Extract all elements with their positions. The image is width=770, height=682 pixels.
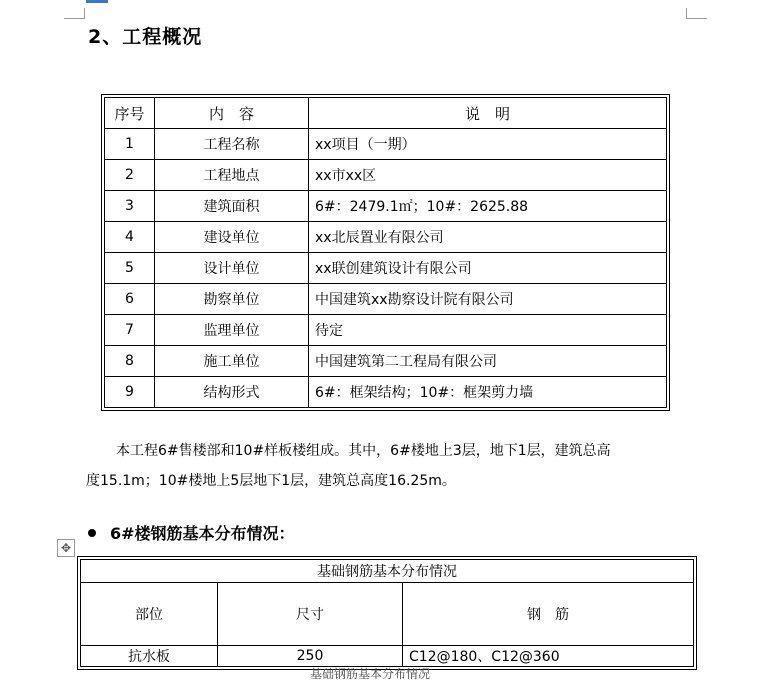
row-part: 抗水板 <box>81 646 218 667</box>
bullet-heading <box>88 521 295 544</box>
table-row <box>105 160 667 191</box>
header-rebar: 钢 筋 <box>403 583 694 646</box>
row-item: 结构形式 <box>155 377 309 408</box>
row-description: 6#：框架结构；10#：框架剪力墙 <box>309 377 667 408</box>
table-row <box>105 222 667 253</box>
bullet-icon <box>88 529 96 537</box>
rebar-table-title: 基础钢筋基本分布情况 <box>81 560 694 583</box>
row-description: xx项目（一期） <box>309 129 667 160</box>
row-index: 3 <box>105 191 155 222</box>
row-description: xx市xx区 <box>309 160 667 191</box>
row-item: 建设单位 <box>155 222 309 253</box>
table-row <box>105 191 667 222</box>
table-row <box>81 646 694 667</box>
ruler-tab-marker <box>86 0 108 3</box>
table-row <box>105 315 667 346</box>
row-item: 建筑面积 <box>155 191 309 222</box>
row-description: 待定 <box>309 315 667 346</box>
row-item: 施工单位 <box>155 346 309 377</box>
rebar-table-header <box>81 583 694 646</box>
header-description: 说 明 <box>309 98 667 129</box>
row-description: xx联创建筑设计有限公司 <box>309 253 667 284</box>
row-description: 中国建筑第二工程局有限公司 <box>309 346 667 377</box>
header-index: 序号 <box>105 98 155 129</box>
overview-table <box>104 97 667 408</box>
row-index: 8 <box>105 346 155 377</box>
rebar-table <box>80 559 694 667</box>
row-index: 2 <box>105 160 155 191</box>
row-index: 9 <box>105 377 155 408</box>
row-item: 监理单位 <box>155 315 309 346</box>
row-description: 6#：2479.1㎡；10#：2625.88 <box>309 191 667 222</box>
page-margin-corner-left <box>64 8 85 19</box>
table-row <box>105 346 667 377</box>
page-margin-corner-right <box>686 8 707 19</box>
row-rebar: C12@180、C12@360 <box>403 646 694 667</box>
table-row <box>105 253 667 284</box>
section-title: 2、工程概况 <box>88 26 203 48</box>
row-index: 1 <box>105 129 155 160</box>
row-description: 中国建筑xx勘察设计院有限公司 <box>309 284 667 315</box>
rebar-table-frame <box>77 556 697 670</box>
table-row <box>105 377 667 408</box>
table-row <box>105 284 667 315</box>
overview-table-header <box>105 98 667 129</box>
header-size: 尺寸 <box>218 583 403 646</box>
project-description <box>86 436 686 496</box>
row-index: 5 <box>105 253 155 284</box>
overview-table-frame <box>101 94 670 411</box>
move-icon[interactable]: ✥ <box>57 539 75 557</box>
rebar-table-title-row <box>81 560 694 583</box>
paragraph-line-2: 度15.1m；10#楼地上5层地下1层，建筑总高度16.25m。 <box>86 473 456 489</box>
row-item: 工程名称 <box>155 129 309 160</box>
row-index: 4 <box>105 222 155 253</box>
header-content: 内 容 <box>155 98 309 129</box>
row-size: 250 <box>218 646 403 667</box>
row-description: xx北辰置业有限公司 <box>309 222 667 253</box>
row-item: 设计单位 <box>155 253 309 284</box>
table-row <box>105 129 667 160</box>
row-item: 工程地点 <box>155 160 309 191</box>
row-item: 勘察单位 <box>155 284 309 315</box>
rebar-table-cutoff-title: 基础钢筋基本分布情况 <box>310 667 431 681</box>
paragraph-line-1: 本工程6#售楼部和10#样板楼组成。其中，6#楼地上3层，地下1层，建筑总高 <box>116 443 611 459</box>
header-part: 部位 <box>81 583 218 646</box>
row-index: 6 <box>105 284 155 315</box>
row-index: 7 <box>105 315 155 346</box>
bullet-heading-text: 6#楼钢筋基本分布情况： <box>110 524 295 543</box>
